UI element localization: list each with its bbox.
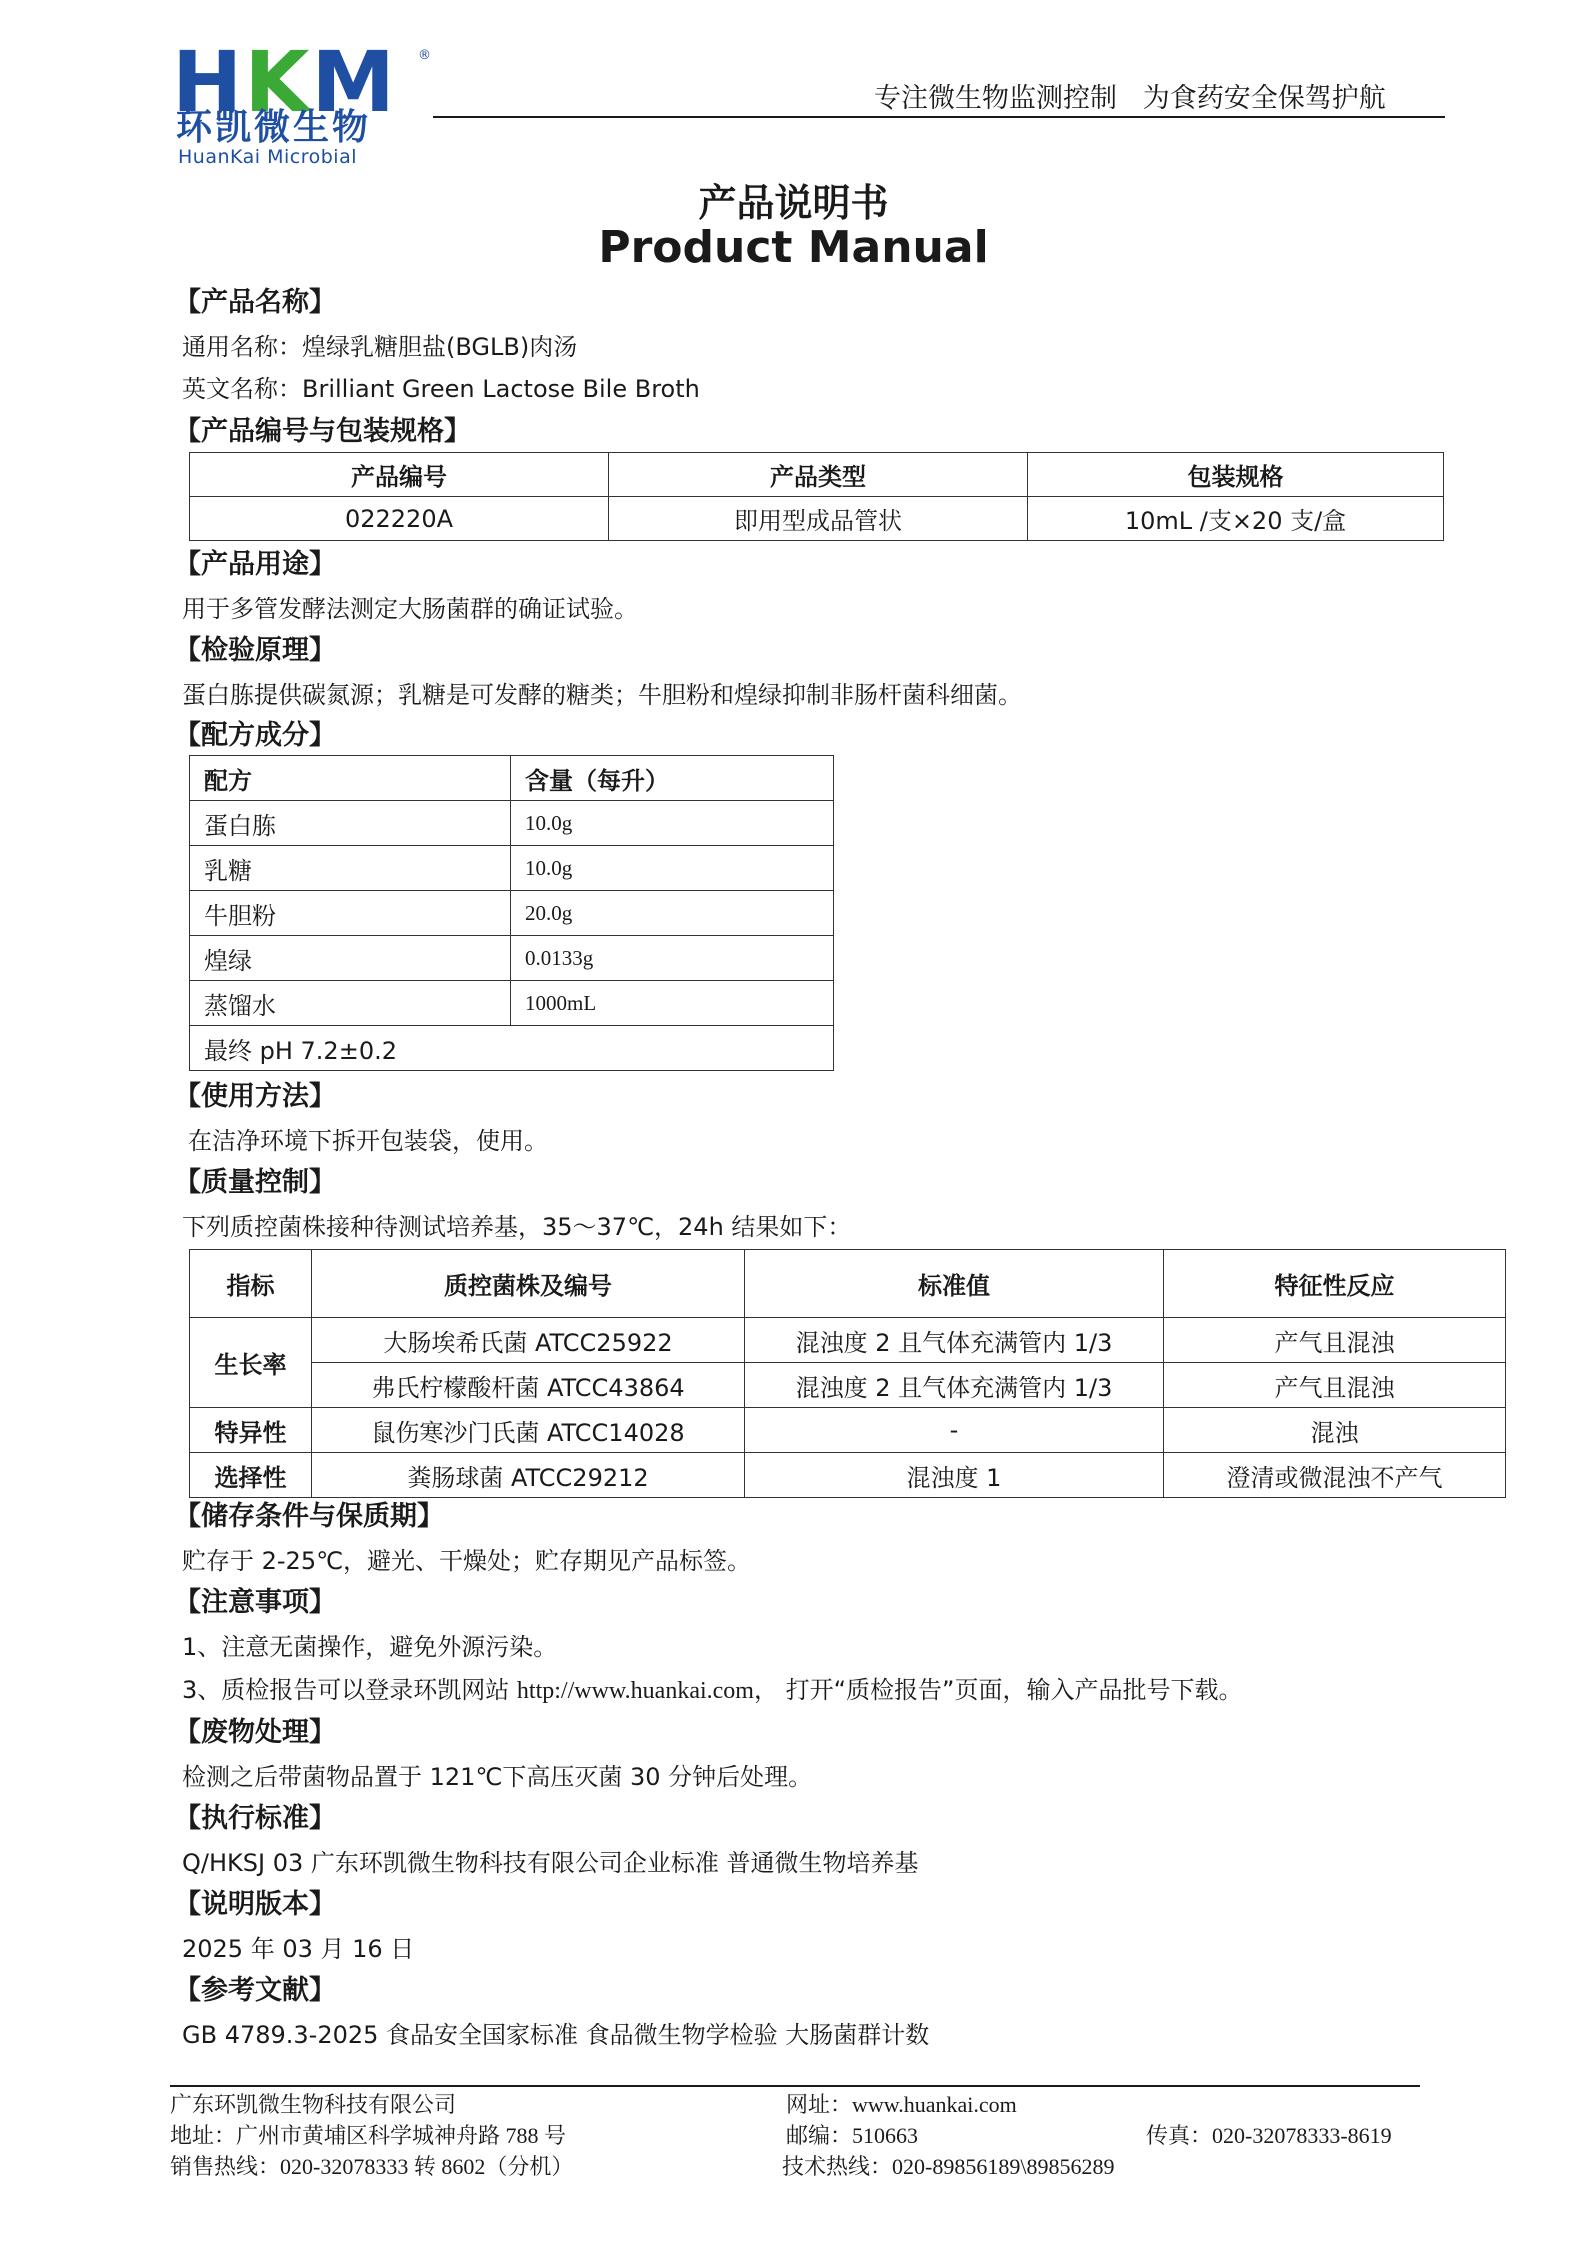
section-heading-version: 【说明版本】 <box>174 1889 336 1920</box>
note-item-3 <box>182 1675 1242 1706</box>
ingredient-amount: 1000mL <box>511 981 834 1026</box>
logo-letter-m: M <box>311 33 397 131</box>
formula-header: 含量（每升） <box>511 756 834 801</box>
qc-standard: 混浊度 2 且气体充满管内 1/3 <box>745 1363 1164 1408</box>
principle-text: 蛋白胨提供碳氮源；乳糖是可发酵的糖类；牛胆粉和煌绿抑制非肠杆菌科细菌。 <box>182 681 1022 709</box>
footer-tech-hotline: 技术热线：020-89856189\89856289 <box>782 2154 1115 2179</box>
qc-standard: 混浊度 2 且气体充满管内 1/3 <box>745 1318 1164 1363</box>
ingredient-amount: 10.0g <box>511 801 834 846</box>
section-heading-standard: 【执行标准】 <box>174 1803 336 1834</box>
section-heading-qc: 【质量控制】 <box>174 1167 336 1198</box>
slogan: 专注微生物监测控制 为食药安全保驾护航 <box>874 83 1386 114</box>
table-row <box>190 891 834 936</box>
qc-reaction: 澄清或微混浊不产气 <box>1164 1453 1506 1498</box>
ingredient-name: 牛胆粉 <box>190 891 511 936</box>
table-row <box>190 981 834 1026</box>
website-link[interactable]: http://www.huankai.com <box>516 1678 754 1704</box>
footer-company: 广东环凯微生物科技有限公司 <box>170 2092 457 2117</box>
title-chinese: 产品说明书 <box>698 181 889 225</box>
formula-table <box>189 755 834 1071</box>
usage-text: 在洁净环境下拆开包装袋，使用。 <box>188 1127 548 1155</box>
section-heading-storage: 【储存条件与保质期】 <box>174 1501 444 1532</box>
common-name: 通用名称：煌绿乳糖胆盐(BGLB)肉汤 <box>182 333 578 361</box>
ingredient-name: 乳糖 <box>190 846 511 891</box>
qc-reaction: 混浊 <box>1164 1408 1506 1453</box>
version-date: 2025 年 03 月 16 日 <box>182 1935 415 1963</box>
qc-header: 特征性反应 <box>1164 1250 1506 1318</box>
qc-standard: 混浊度 1 <box>745 1453 1164 1498</box>
section-heading-formula: 【配方成分】 <box>174 720 336 751</box>
table-row <box>190 1453 1506 1498</box>
qc-header: 质控菌株及编号 <box>312 1250 745 1318</box>
disposal-text: 检测之后带菌物品置于 121℃下高压灭菌 30 分钟后处理。 <box>182 1763 813 1791</box>
logo-letter-k: K <box>244 33 312 131</box>
section-heading-name: 【产品名称】 <box>174 287 336 318</box>
title-english: Product Manual <box>598 222 989 273</box>
qc-table <box>189 1249 1506 1498</box>
qc-strain: 大肠埃希氏菌 ATCC25922 <box>312 1318 745 1363</box>
qc-strain: 粪肠球菌 ATCC29212 <box>312 1453 745 1498</box>
footer-postcode: 邮编：510663 <box>786 2123 919 2148</box>
table-row <box>190 846 834 891</box>
packaging-header: 包装规格 <box>1028 453 1444 497</box>
table-row <box>190 801 834 846</box>
section-heading-principle: 【检验原理】 <box>174 635 336 666</box>
packaging-table <box>189 452 1444 541</box>
english-name: 英文名称：Brilliant Green Lactose Bile Broth <box>182 375 700 403</box>
qc-header: 指标 <box>190 1250 312 1318</box>
formula-header: 配方 <box>190 756 511 801</box>
section-heading-reference: 【参考文献】 <box>174 1975 336 2006</box>
ingredient-amount: 20.0g <box>511 891 834 936</box>
logo-letter-h: H <box>172 33 245 131</box>
use-text: 用于多管发酵法测定大肠菌群的确证试验。 <box>182 595 638 623</box>
qc-indicator-selectivity: 选择性 <box>190 1453 312 1498</box>
ingredient-name: 蒸馏水 <box>190 981 511 1026</box>
standard-text: Q/HKSJ 03 广东环凯微生物科技有限公司企业标准 普通微生物培养基 <box>182 1849 919 1877</box>
logo-chinese-name: 环凯微生物 <box>176 107 372 148</box>
qc-indicator-growth: 生长率 <box>190 1318 312 1408</box>
footer-fax: 传真：020-32078333-8619 <box>1146 2123 1392 2148</box>
footer-website[interactable]: 网址：www.huankai.com <box>786 2092 1017 2117</box>
footer-address: 地址：广州市黄埔区科学城神舟路 788 号 <box>170 2123 567 2148</box>
section-heading-disposal: 【废物处理】 <box>174 1717 336 1748</box>
table-row <box>190 1363 1506 1408</box>
qc-indicator-specificity: 特异性 <box>190 1408 312 1453</box>
qc-intro: 下列质控菌株接种待测试培养基，35～37℃，24h 结果如下： <box>182 1213 852 1241</box>
section-heading-usage: 【使用方法】 <box>174 1081 336 1112</box>
product-type: 即用型成品管状 <box>609 497 1028 541</box>
section-heading-packaging: 【产品编号与包装规格】 <box>174 416 471 447</box>
logo-english-name: HuanKai Microbial <box>178 146 357 168</box>
ingredient-name: 煌绿 <box>190 936 511 981</box>
header-divider <box>433 116 1445 118</box>
ingredient-name: 蛋白胨 <box>190 801 511 846</box>
storage-text: 贮存于 2-25℃，避光、干燥处；贮存期见产品标签。 <box>182 1547 752 1575</box>
qc-strain: 鼠伤寒沙门氏菌 ATCC14028 <box>312 1408 745 1453</box>
note-item-1: 1、注意无菌操作，避免外源污染。 <box>182 1633 558 1661</box>
registered-mark: ® <box>418 48 431 63</box>
note-3-prefix: 3、质检报告可以登录环凯网站 <box>182 1676 517 1704</box>
section-heading-notes: 【注意事项】 <box>174 1587 336 1618</box>
qc-strain: 弗氏柠檬酸杆菌 ATCC43864 <box>312 1363 745 1408</box>
packaging-header: 产品编号 <box>190 453 609 497</box>
table-row <box>190 1408 1506 1453</box>
note-3-suffix: ， 打开“质检报告”页面，输入产品批号下载。 <box>753 1676 1243 1704</box>
product-code: 022220A <box>190 497 609 541</box>
footer-divider <box>170 2085 1420 2087</box>
footer-sales-hotline: 销售热线：020-32078333 转 8602（分机） <box>170 2154 574 2179</box>
ingredient-amount: 0.0133g <box>511 936 834 981</box>
qc-header: 标准值 <box>745 1250 1164 1318</box>
packaging-header: 产品类型 <box>609 453 1028 497</box>
table-row <box>190 936 834 981</box>
table-row <box>190 1318 1506 1363</box>
ingredient-amount: 10.0g <box>511 846 834 891</box>
reference-text: GB 4789.3-2025 食品安全国家标准 食品微生物学检验 大肠菌群计数 <box>182 2021 930 2049</box>
package-spec: 10mL /支×20 支/盒 <box>1028 497 1444 541</box>
final-ph: 最终 pH 7.2±0.2 <box>190 1026 834 1071</box>
qc-reaction: 产气且混浊 <box>1164 1318 1506 1363</box>
qc-standard: - <box>745 1408 1164 1453</box>
section-heading-use: 【产品用途】 <box>174 549 336 580</box>
qc-reaction: 产气且混浊 <box>1164 1363 1506 1408</box>
